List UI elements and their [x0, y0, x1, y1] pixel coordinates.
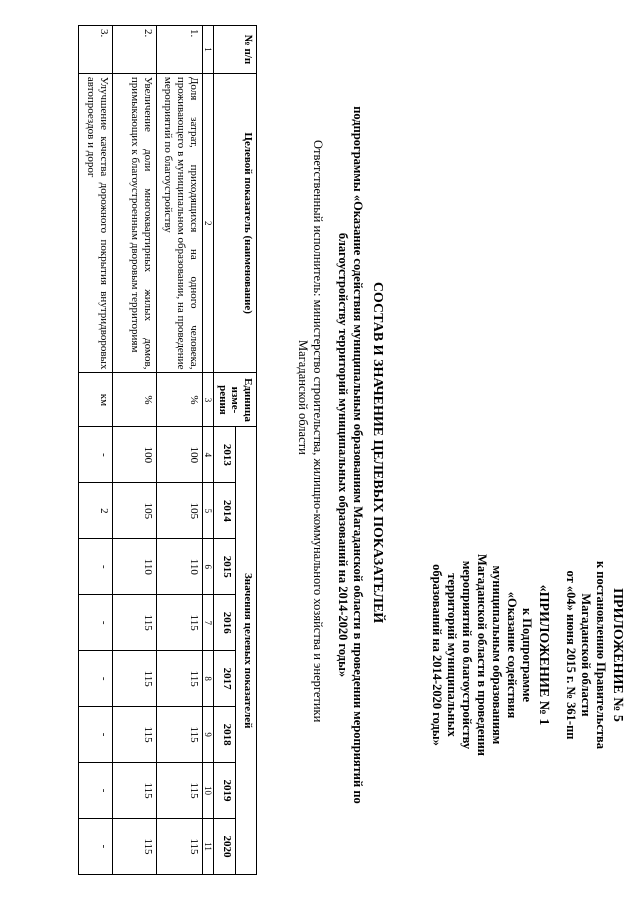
header-num: № п/п — [214, 26, 257, 74]
column-index-row — [202, 26, 213, 875]
row-value: 115 — [112, 763, 156, 819]
appendix-sub-line: территорий муниципальных — [445, 573, 460, 737]
year-header: 2014 — [214, 483, 235, 539]
row-value: - — [78, 427, 112, 483]
column-index: 1 — [202, 26, 213, 74]
subtitle-line: благоустройству территорий муниципальных образований на 2014-2020 годы» — [336, 232, 350, 678]
column-index: 7 — [202, 595, 213, 651]
responsible-line: Магаданской области — [296, 340, 310, 455]
row-value: 110 — [156, 539, 202, 595]
row-value: 115 — [112, 595, 156, 651]
row-unit: % — [112, 373, 156, 427]
row-value: - — [78, 819, 112, 875]
table-row — [156, 26, 202, 875]
column-index: 3 — [202, 373, 213, 427]
row-value: 100 — [156, 427, 202, 483]
row-value: 110 — [112, 539, 156, 595]
appendix-sub-line: образований на 2014-2020 годы» — [430, 564, 445, 746]
responsible-line: Ответственный исполнитель: министерство строительства, жилищно-коммунального хозяйства и энергетики — [311, 140, 325, 723]
appendix-sub-line: муниципальным образованиям — [490, 565, 505, 745]
row-value: 115 — [156, 819, 202, 875]
year-header: 2020 — [214, 819, 235, 875]
year-header: 2015 — [214, 539, 235, 595]
row-value: 115 — [156, 707, 202, 763]
appendix-title-2: «ПРИЛОЖЕНИЕ № 1 — [536, 584, 552, 726]
row-value: 115 — [156, 595, 202, 651]
year-header: 2018 — [214, 707, 235, 763]
year-header: 2013 — [214, 427, 235, 483]
table-row — [112, 26, 156, 875]
year-header: 2019 — [214, 763, 235, 819]
appendix-line: Магаданской области — [579, 593, 594, 717]
document-title: СОСТАВ И ЗНАЧЕНИЕ ЦЕЛЕВЫХ ПОКАЗАТЕЛЕЙ — [370, 281, 385, 624]
header-indicator: Целевой показатель (наименование) — [214, 73, 257, 373]
column-index: 6 — [202, 539, 213, 595]
row-num: 3. — [78, 26, 112, 74]
row-value: - — [78, 707, 112, 763]
appendix-sub-line: Магаданской области в проведении — [475, 554, 490, 756]
row-value: 115 — [112, 707, 156, 763]
indicators-table — [78, 25, 257, 875]
year-header: 2017 — [214, 651, 235, 707]
row-num: 1. — [156, 26, 202, 74]
appendix-line: от «04» июня 2015 г. № 361-пп — [564, 570, 579, 740]
header-values: Значения целевых показателей — [235, 427, 256, 875]
header-row — [235, 26, 256, 875]
column-index: 4 — [202, 427, 213, 483]
row-value: 100 — [112, 427, 156, 483]
column-index: 2 — [202, 73, 213, 373]
responsible-executor — [295, 140, 325, 780]
header-unit: Единица изме-рения — [214, 373, 257, 427]
row-value: - — [78, 595, 112, 651]
appendix-block — [429, 540, 625, 770]
appendix-sub-line: к Подпрограмме — [520, 607, 535, 703]
row-value: 115 — [112, 651, 156, 707]
subtitle-line: подпрограммы «Оказание содействия муниципальным образованиям Магаданской области в проведении мероприятий по — [351, 106, 365, 804]
row-value: - — [78, 539, 112, 595]
appendix-line: к постановлению Правительства — [594, 560, 609, 750]
row-name: Улучшение качества дорожного покрытия внутридворовых автопроездов и дорог — [78, 73, 112, 373]
document-subtitle — [335, 40, 365, 870]
row-unit: % — [156, 373, 202, 427]
year-header: 2016 — [214, 595, 235, 651]
table-row — [78, 26, 112, 875]
column-index: 8 — [202, 651, 213, 707]
appendix-title: ПРИЛОЖЕНИЕ № 5 — [610, 588, 625, 722]
row-name: Увеличение доли многоквартирных жилых домов, примыкающих к благоустроенным дворовым территориям — [112, 73, 156, 373]
column-index: 5 — [202, 483, 213, 539]
row-value: - — [78, 763, 112, 819]
row-value: 2 — [78, 483, 112, 539]
row-value: 115 — [112, 819, 156, 875]
column-index: 10 — [202, 763, 213, 819]
appendix-sub-line: мероприятий по благоустройству — [460, 560, 475, 750]
row-unit: км — [78, 373, 112, 427]
row-value: - — [78, 651, 112, 707]
column-index: 11 — [202, 819, 213, 875]
row-value: 105 — [112, 483, 156, 539]
row-name: Доля затрат, приходящихся на одного человека, проживающего в муниципальном образовании, на проведение мероприятий по благоустройству — [156, 73, 202, 373]
row-value: 115 — [156, 763, 202, 819]
row-value: 115 — [156, 651, 202, 707]
appendix-sub-line: «Оказание содействия — [505, 591, 520, 719]
row-value: 105 — [156, 483, 202, 539]
row-num: 2. — [112, 26, 156, 74]
column-index: 9 — [202, 707, 213, 763]
